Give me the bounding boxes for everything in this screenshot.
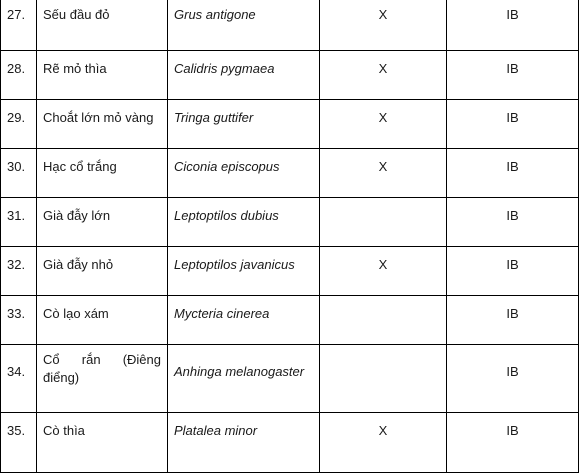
group-code: IB [447, 149, 579, 198]
group-code: IB [447, 0, 579, 51]
common-name: Cò thìa [37, 413, 168, 473]
x-mark: X [320, 51, 447, 100]
common-name: Choắt lớn mỏ vàng [37, 100, 168, 149]
row-number: 32. [1, 247, 37, 296]
scientific-name: Mycteria cinerea [168, 296, 320, 345]
x-mark: X [320, 413, 447, 473]
x-mark [320, 296, 447, 345]
row-number: 30. [1, 149, 37, 198]
common-name [37, 345, 168, 413]
x-mark: X [320, 100, 447, 149]
table-row [1, 345, 579, 413]
row-number: 29. [1, 100, 37, 149]
x-mark: X [320, 247, 447, 296]
scientific-name: Ciconia episcopus [168, 149, 320, 198]
common-name-line-1: Cổ rắn (Điêng [43, 352, 161, 367]
row-number: 35. [1, 413, 37, 473]
table-row [1, 0, 579, 51]
scientific-name: Leptoptilos javanicus [168, 247, 320, 296]
common-name: Rẽ mỏ thìa [37, 51, 168, 100]
common-name-line-2: điểng) [43, 370, 80, 385]
scientific-name: Leptoptilos dubius [168, 198, 320, 247]
x-mark [320, 198, 447, 247]
scientific-name: Grus antigone [168, 0, 320, 51]
row-number: 28. [1, 51, 37, 100]
group-code: IB [447, 51, 579, 100]
x-mark: X [320, 0, 447, 51]
x-mark: X [320, 149, 447, 198]
group-code: IB [447, 345, 579, 413]
scientific-name: Anhinga melanogaster [168, 345, 320, 413]
scientific-name: Tringa guttifer [168, 100, 320, 149]
group-code: IB [447, 296, 579, 345]
scientific-name: Platalea minor [168, 413, 320, 473]
row-number: 31. [1, 198, 37, 247]
table-row [1, 51, 579, 100]
common-name: Hạc cổ trắng [37, 149, 168, 198]
group-code: IB [447, 100, 579, 149]
row-number: 33. [1, 296, 37, 345]
group-code: IB [447, 198, 579, 247]
scientific-name: Calidris pygmaea [168, 51, 320, 100]
common-name: Sếu đầu đỏ [37, 0, 168, 51]
group-code: IB [447, 247, 579, 296]
row-number: 34. [1, 345, 37, 413]
table-row [1, 100, 579, 149]
x-mark [320, 345, 447, 413]
table-row [1, 198, 579, 247]
table-row [1, 149, 579, 198]
common-name: Già đẫy nhỏ [37, 247, 168, 296]
table-row [1, 296, 579, 345]
row-number: 27. [1, 0, 37, 51]
common-name: Già đẫy lớn [37, 198, 168, 247]
table-row [1, 247, 579, 296]
group-code: IB [447, 413, 579, 473]
common-name: Cò lạo xám [37, 296, 168, 345]
table-row [1, 413, 579, 473]
